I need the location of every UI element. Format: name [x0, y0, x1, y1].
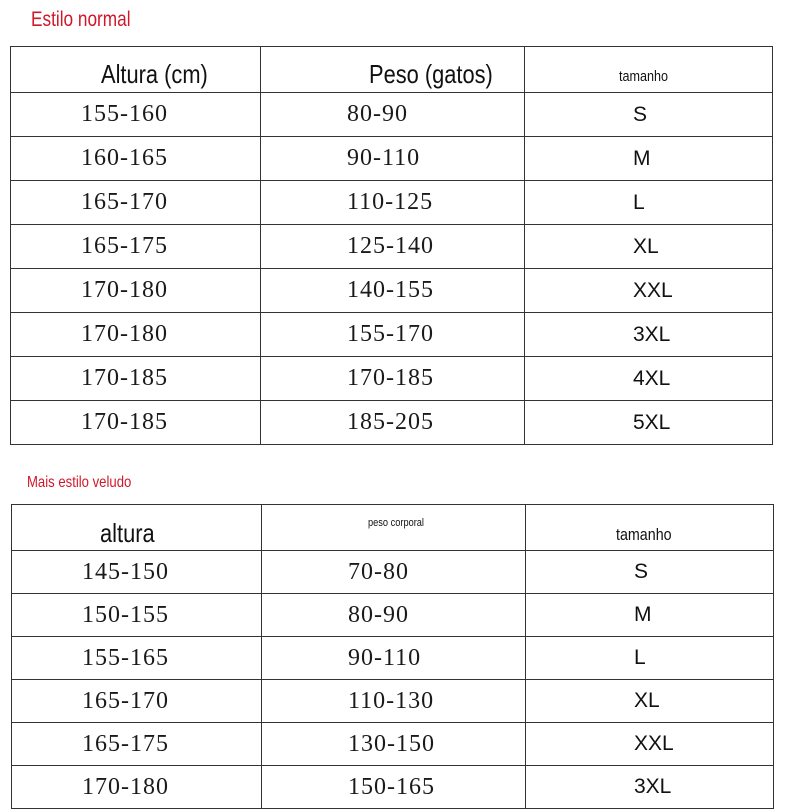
height-cell: 165-175 — [11, 225, 261, 269]
section-title-normal: Estilo normal — [31, 8, 131, 31]
size-cell: S — [526, 551, 774, 594]
height-cell: 170-180 — [12, 766, 262, 809]
height-cell: 170-180 — [11, 313, 261, 357]
size-cell: 3XL — [525, 313, 773, 357]
size-cell: L — [525, 181, 773, 225]
table-row — [12, 723, 774, 766]
table-row — [11, 225, 773, 269]
height-cell: 170-185 — [11, 401, 261, 445]
table-row — [11, 181, 773, 225]
size-cell: XXL — [526, 723, 774, 766]
size-cell: XXL — [525, 269, 773, 313]
height-cell: 160-165 — [11, 137, 261, 181]
size-cell: 5XL — [525, 401, 773, 445]
header-weight: Peso (gatos) — [261, 47, 525, 93]
weight-cell: 185-205 — [261, 401, 525, 445]
table-row — [12, 766, 774, 809]
size-cell: M — [525, 137, 773, 181]
size-cell: L — [526, 637, 774, 680]
height-cell: 155-165 — [12, 637, 262, 680]
table-row — [11, 269, 773, 313]
table-row — [12, 637, 774, 680]
table-row — [11, 313, 773, 357]
weight-cell: 70-80 — [262, 551, 526, 594]
header-size: tamanho — [525, 47, 773, 93]
weight-cell: 170-185 — [261, 357, 525, 401]
size-table-velvet — [11, 504, 774, 809]
table-row — [12, 680, 774, 723]
height-cell: 170-180 — [11, 269, 261, 313]
weight-cell: 80-90 — [261, 93, 525, 137]
table-header-row — [12, 505, 774, 551]
size-cell: 4XL — [525, 357, 773, 401]
weight-cell: 110-130 — [262, 680, 526, 723]
table-row — [11, 401, 773, 445]
size-cell: XL — [526, 680, 774, 723]
height-cell: 155-160 — [11, 93, 261, 137]
weight-cell: 90-110 — [262, 637, 526, 680]
table-row — [11, 137, 773, 181]
weight-cell: 150-165 — [262, 766, 526, 809]
table-header-row — [11, 47, 773, 93]
header-weight: peso corporal — [262, 505, 526, 551]
weight-cell: 125-140 — [261, 225, 525, 269]
weight-cell: 110-125 — [261, 181, 525, 225]
height-cell: 170-185 — [11, 357, 261, 401]
header-height: Altura (cm) — [11, 47, 261, 93]
header-size: tamanho — [526, 505, 774, 551]
size-cell: S — [525, 93, 773, 137]
height-cell: 150-155 — [12, 594, 262, 637]
height-cell: 145-150 — [12, 551, 262, 594]
size-cell: XL — [525, 225, 773, 269]
weight-cell: 130-150 — [262, 723, 526, 766]
height-cell: 165-175 — [12, 723, 262, 766]
weight-cell: 140-155 — [261, 269, 525, 313]
header-height: altura — [12, 505, 262, 551]
height-cell: 165-170 — [11, 181, 261, 225]
weight-cell: 90-110 — [261, 137, 525, 181]
height-cell: 165-170 — [12, 680, 262, 723]
weight-cell: 155-170 — [261, 313, 525, 357]
weight-cell: 80-90 — [262, 594, 526, 637]
size-table-normal — [10, 46, 773, 445]
table-row — [12, 594, 774, 637]
section-title-velvet: Mais estilo veludo — [27, 474, 132, 491]
table-row — [12, 551, 774, 594]
table-row — [11, 93, 773, 137]
size-cell: M — [526, 594, 774, 637]
table-row — [11, 357, 773, 401]
size-cell: 3XL — [526, 766, 774, 809]
